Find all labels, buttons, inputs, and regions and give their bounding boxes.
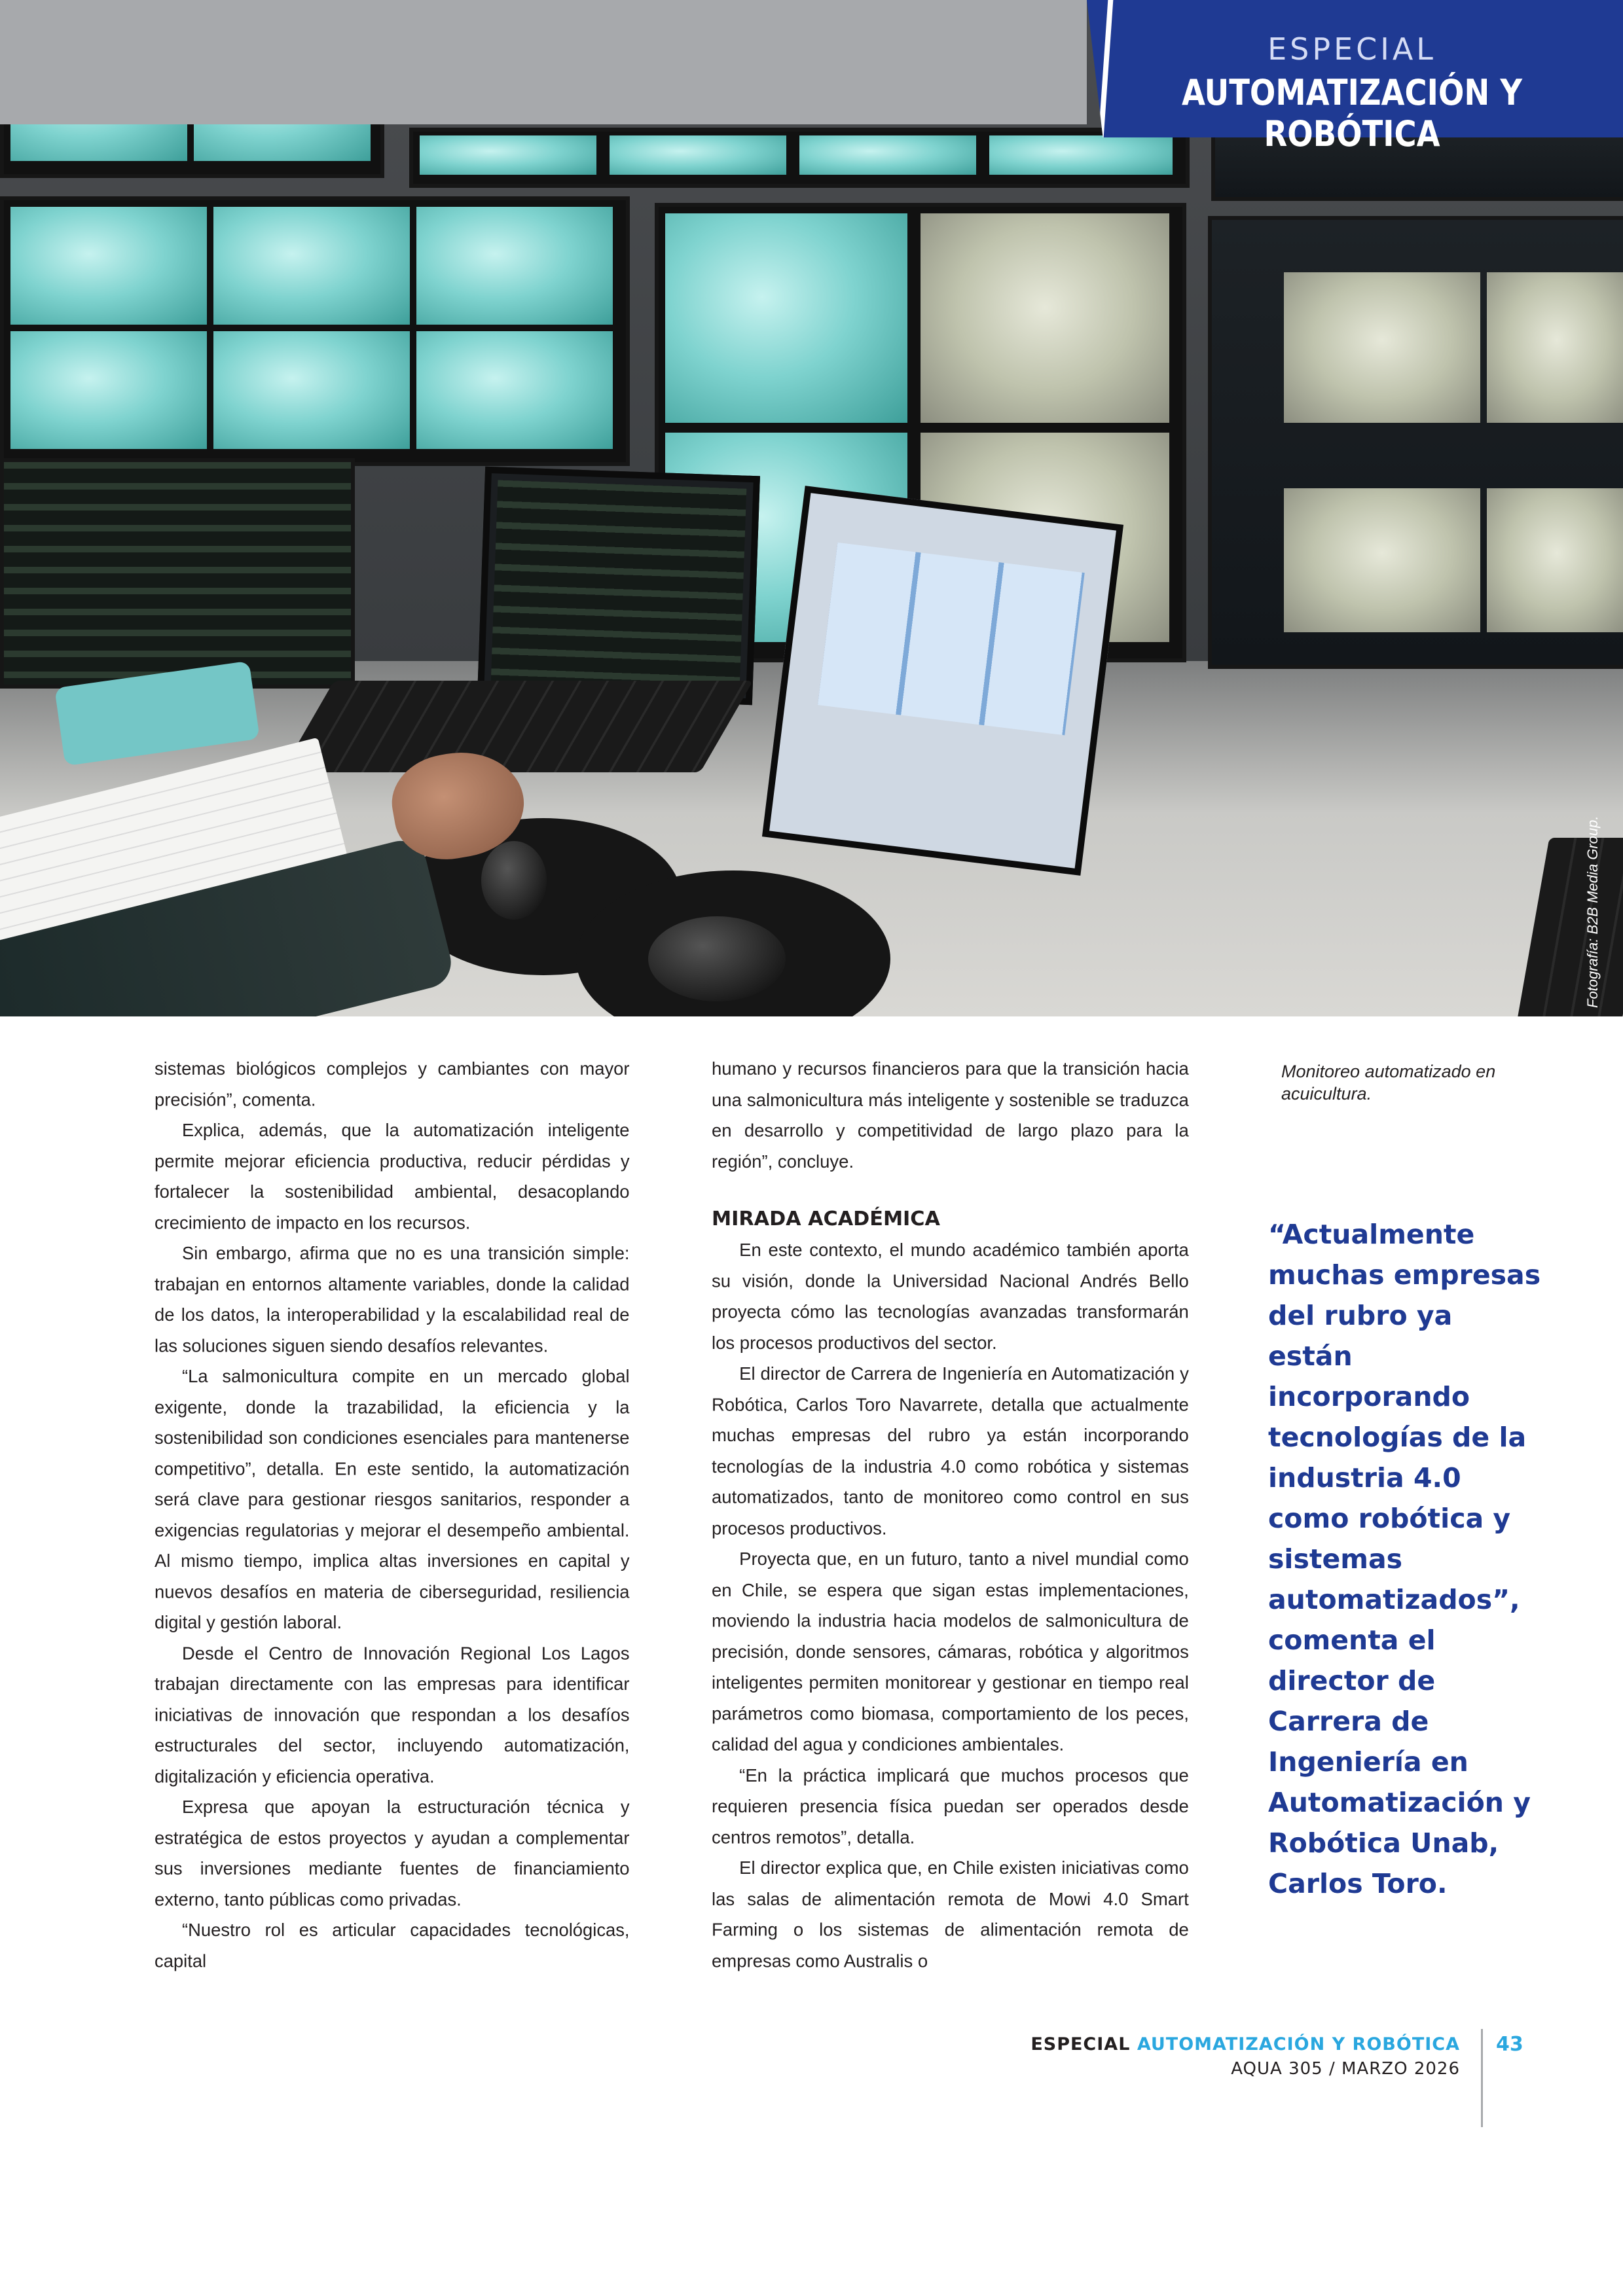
section-heading: MIRADA ACADÉMICA bbox=[712, 1206, 940, 1230]
article-column-1 bbox=[155, 1054, 630, 1977]
article-column-2 bbox=[712, 1054, 1189, 1977]
paragraph: El director de Carrera de Ingeniería en Automatización y Robótica, Carlos Toro Navarrete, detalla que actualmente muchas empresas del rubro ya están incorporando tecnologías de la industria 4.0 como robótica y sistemas automatizados, tanto de monitoreo como control en sus procesos productivos. bbox=[712, 1363, 1189, 1539]
paragraph: sistemas biológicos complejos y cambiantes con mayor precisión”, comenta. bbox=[155, 1059, 630, 1110]
footer-issue: AQUA 305 / MARZO 2026 bbox=[1231, 2059, 1460, 2079]
photo-caption: Monitoreo automatizado en acuicultura. bbox=[1281, 1062, 1496, 1103]
paragraph: En este contexto, el mundo académico también aporta su visión, donde la Universidad Nacional Andrés Bello proyecta cómo las tecnologías avanzadas transformarán los procesos productivos del sector. bbox=[712, 1240, 1189, 1354]
footer-section-line bbox=[917, 2034, 1460, 2054]
paragraph: “En la práctica implicará que muchos procesos que requieren presencia física puedan ser operados desde centros remotos”, detalla. bbox=[712, 1765, 1189, 1848]
header-grey-band bbox=[0, 0, 1087, 124]
paragraph: Expresa que apoyan la estructuración técnica y estratégica de estos proyectos y ayudan a complementar sus inversiones mediante fuentes de financiamiento externo, tanto públicas como privadas. bbox=[155, 1797, 630, 1910]
section-title: AUTOMATIZACIÓN Y ROBÓTICA bbox=[1181, 72, 1523, 154]
paragraph: Proyecta que, en un futuro, tanto a nivel mundial como en Chile, se espera que sigan estas implementaciones, moviendo la industria hacia modelos de salmonicultura de precisión, donde sensores, cámaras, robótica y algoritmos inteligentes permiten monitorear y gestionar en tiempo real parámetros como biomasa, comportamiento de los peces, calidad del agua y condiciones ambientales. bbox=[712, 1549, 1189, 1755]
footer-divider bbox=[1481, 2029, 1483, 2127]
paragraph: “Nuestro rol es articular capacidades tecnológicas, capital bbox=[155, 1920, 630, 1971]
paragraph: Desde el Centro de Innovación Regional Los Lagos trabajan directamente con las empresas para identificar iniciativas de innovación que respondan a los desafíos estructurales del sector, incluyendo automatización, digitalización y eficiencia operativa. bbox=[155, 1643, 630, 1787]
paragraph: Explica, además, que la automatización inteligente permite mejorar eficiencia productiva, reducir pérdidas y fortalecer la sostenibilidad ambiental, desacoplando crecimiento de impacto en los recursos. bbox=[155, 1121, 630, 1233]
paragraph: El director explica que, en Chile existen iniciativas como las salas de alimentación remota de Mowi 4.0 Smart Farming o los sistemas de alimentación remota de empresas como Australis o bbox=[712, 1858, 1189, 1971]
pull-quote: “Actualmente muchas empresas del rubro ya están incorporando tecnologías de la industria 4.0 como robótica y sistemas automatizados”, comenta el director de Carrera de Ingeniería en Automatización y Robótica Unab, Carlos Toro. bbox=[1268, 1219, 1541, 1899]
section-kicker: ESPECIAL bbox=[1267, 31, 1436, 67]
page-number: 43 bbox=[1496, 2033, 1523, 2056]
footer-kicker: ESPECIAL bbox=[1030, 2034, 1131, 2054]
paragraph: humano y recursos financieros para que la transición hacia una salmonicultura más inteligente y sostenible se traduzca en desarrollo y competitividad de largo plazo para la región”, concluye. bbox=[712, 1059, 1189, 1172]
photo-credit: Fotografía: B2B Media Group. bbox=[1584, 816, 1601, 1008]
paragraph: “La salmonicultura compite en un mercado global exigente, donde la trazabilidad, la eficiencia y la sostenibilidad son condiciones esenciales para mantenerse competitivo”, detalla. En este sentido, la automatización será clave para gestionar riesgos sanitarios, responder a exigencias regulatorias y mejorar el desempeño ambiental. Al mismo tiempo, implica altas inversiones en capital y nuevos desafíos en materia de ciberseguridad, resiliencia digital y gestión laboral. bbox=[155, 1367, 630, 1633]
paragraph: Sin embargo, afirma que no es una transición simple: trabajan en entornos altamente variables, donde la calidad de los datos, la interoperabilidad y la escalabilidad real de las soluciones siguen siendo desafíos relevantes. bbox=[155, 1244, 630, 1356]
footer-section: AUTOMATIZACIÓN Y ROBÓTICA bbox=[1137, 2034, 1460, 2054]
